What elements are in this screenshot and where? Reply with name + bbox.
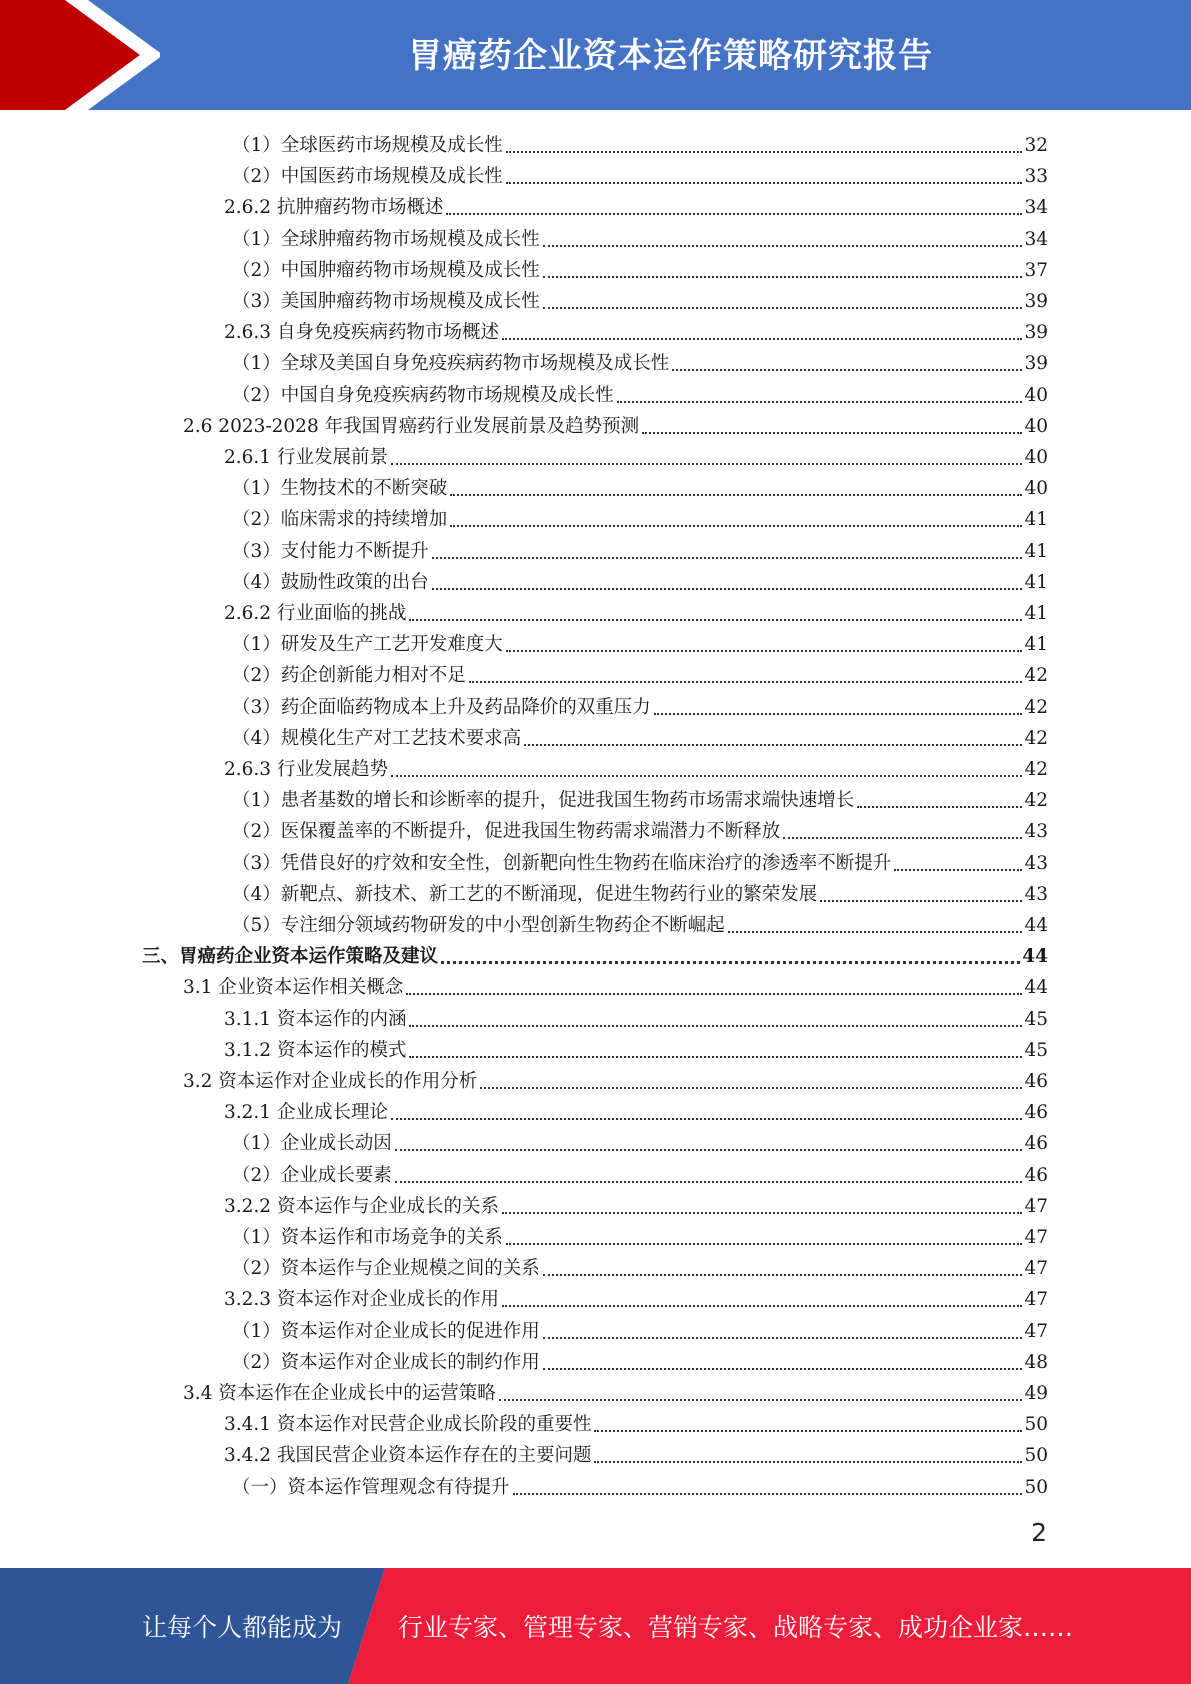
toc-entry-page: 46 bbox=[1024, 1071, 1048, 1092]
toc-entry-label: （3）支付能力不断提升 bbox=[232, 540, 429, 562]
footer-slogan-right: 行业专家、管理专家、营销专家、战略专家、成功企业家…… bbox=[398, 1613, 1074, 1642]
toc-entry-label: （1）资本运作和市场竞争的关系 bbox=[232, 1227, 503, 1248]
toc-dot-leader bbox=[395, 1181, 1023, 1183]
toc-entry[interactable] bbox=[224, 752, 1048, 783]
toc-entry-page: 42 bbox=[1024, 727, 1048, 749]
toc-entry[interactable] bbox=[224, 315, 1048, 346]
page-footer bbox=[0, 1568, 1191, 1684]
toc-entry-page: 41 bbox=[1024, 509, 1048, 531]
toc-entry-label: （5）专注细分领域药物研发的中小型创新生物药企不断崛起 bbox=[232, 915, 725, 936]
toc-entry-label: （1）全球肿瘤药物市场规模及成长性 bbox=[232, 228, 540, 250]
toc-dot-leader bbox=[432, 588, 1023, 590]
toc-entry[interactable] bbox=[232, 159, 1048, 190]
toc-entry-page: 33 bbox=[1024, 166, 1048, 188]
toc-dot-leader bbox=[450, 494, 1022, 496]
toc-entry[interactable] bbox=[232, 346, 1048, 377]
toc-entry[interactable] bbox=[232, 690, 1048, 721]
toc-dot-leader bbox=[499, 1399, 1023, 1401]
toc-entry-page: 43 bbox=[1024, 852, 1048, 874]
toc-dot-leader bbox=[441, 961, 1020, 964]
toc-entry[interactable] bbox=[232, 128, 1048, 159]
toc-entry-page: 43 bbox=[1024, 883, 1048, 905]
toc-entry[interactable] bbox=[183, 1064, 1048, 1095]
toc-dot-leader bbox=[395, 1149, 1023, 1151]
toc-entry-page: 44 bbox=[1024, 915, 1048, 936]
toc-entry[interactable] bbox=[224, 1033, 1048, 1064]
toc-entry[interactable] bbox=[232, 378, 1048, 409]
toc-dot-leader bbox=[506, 1243, 1023, 1245]
toc-entry-page: 47 bbox=[1024, 1258, 1048, 1280]
toc-entry-page: 43 bbox=[1024, 821, 1048, 843]
toc-entry[interactable] bbox=[232, 534, 1048, 565]
toc-dot-leader bbox=[543, 276, 1023, 278]
toc-entry-page: 46 bbox=[1024, 1164, 1048, 1186]
toc-entry[interactable] bbox=[224, 190, 1048, 221]
toc-entry-label: 3.1.1 资本运作的内涵 bbox=[224, 1008, 407, 1030]
toc-entry-page: 42 bbox=[1024, 790, 1048, 812]
toc-entry[interactable] bbox=[142, 939, 1048, 970]
toc-entry-page: 41 bbox=[1024, 540, 1048, 562]
toc-entry-label: 3.2.3 资本运作对企业成长的作用 bbox=[224, 1289, 499, 1311]
toc-entry-page: 48 bbox=[1024, 1351, 1048, 1373]
toc-entry-page: 47 bbox=[1024, 1227, 1048, 1248]
toc-entry-label: （2）资本运作与企业规模之间的关系 bbox=[232, 1258, 540, 1280]
toc-dot-leader bbox=[617, 401, 1023, 403]
toc-dot-leader bbox=[654, 713, 1023, 715]
toc-entry-page: 40 bbox=[1024, 478, 1048, 500]
toc-dot-leader bbox=[409, 1056, 1022, 1058]
toc-entry[interactable] bbox=[224, 440, 1048, 471]
toc-entry-page: 39 bbox=[1024, 291, 1048, 312]
toc-entry[interactable] bbox=[232, 1158, 1048, 1189]
toc-entry[interactable] bbox=[232, 908, 1048, 939]
toc-entry[interactable] bbox=[232, 284, 1048, 315]
toc-entry[interactable] bbox=[232, 253, 1048, 284]
toc-entry-label: 3.2 资本运作对企业成长的作用分析 bbox=[183, 1071, 478, 1092]
toc-entry[interactable] bbox=[232, 471, 1048, 502]
toc-entry[interactable] bbox=[232, 658, 1048, 689]
toc-dot-leader bbox=[409, 619, 1022, 621]
toc-entry-page: 42 bbox=[1024, 759, 1048, 780]
toc-entry-label: （2）企业成长要素 bbox=[232, 1164, 392, 1186]
toc-dot-leader bbox=[502, 1212, 1022, 1214]
toc-dot-leader bbox=[391, 775, 1022, 777]
toc-entry-page: 34 bbox=[1024, 228, 1048, 250]
toc-entry-label: 2.6.2 行业面临的挑战 bbox=[224, 603, 407, 624]
toc-entry[interactable] bbox=[224, 1189, 1048, 1220]
toc-entry-page: 47 bbox=[1024, 1195, 1048, 1217]
toc-dot-leader bbox=[391, 1118, 1022, 1120]
toc-entry-label: （2）资本运作对企业成长的制约作用 bbox=[232, 1351, 540, 1373]
toc-dot-leader bbox=[728, 931, 1023, 933]
toc-entry[interactable] bbox=[232, 783, 1048, 814]
toc-entry-page: 40 bbox=[1024, 447, 1048, 468]
toc-dot-leader bbox=[543, 1337, 1023, 1339]
toc-entry[interactable] bbox=[224, 1407, 1048, 1438]
toc-dot-leader bbox=[480, 1087, 1022, 1089]
header-title: 胃癌药企业资本运作策略研究报告 bbox=[408, 36, 933, 76]
toc-entry-label: 2.6 2023-2028 年我国胃癌药行业发展前景及趋势预测 bbox=[183, 415, 640, 437]
toc-dot-leader bbox=[594, 1461, 1022, 1463]
toc-entry[interactable] bbox=[224, 1095, 1048, 1126]
toc-dot-leader bbox=[432, 557, 1023, 559]
toc-entry-label: （1）资本运作对企业成长的促进作用 bbox=[232, 1320, 540, 1342]
toc-entry[interactable] bbox=[232, 721, 1048, 752]
toc-entry-label: 3.2.2 资本运作与企业成长的关系 bbox=[224, 1195, 499, 1217]
toc-entry-label: 3.4.2 我国民营企业资本运作存在的主要问题 bbox=[224, 1445, 592, 1467]
toc-entry-label: 3.4.1 资本运作对民营企业成长阶段的重要性 bbox=[224, 1414, 592, 1436]
toc-entry-label: （2）医保覆盖率的不断提升，促进我国生物药需求端潜力不断释放 bbox=[232, 821, 781, 843]
toc-entry-label: （1）患者基数的增长和诊断率的提升，促进我国生物药市场需求端快速增长 bbox=[232, 790, 855, 812]
toc-entry-page: 44 bbox=[1024, 977, 1048, 999]
toc-entry[interactable] bbox=[232, 1251, 1048, 1282]
toc-dot-leader bbox=[543, 307, 1023, 309]
toc-entry-label: （4）规模化生产对工艺技术要求高 bbox=[232, 727, 522, 749]
toc-entry-page: 46 bbox=[1024, 1133, 1048, 1155]
page-number: 2 bbox=[1031, 1518, 1047, 1547]
toc-dot-leader bbox=[894, 869, 1022, 871]
toc-entry[interactable] bbox=[232, 1470, 1048, 1501]
toc-entry[interactable] bbox=[232, 1126, 1048, 1157]
toc-dot-leader bbox=[446, 213, 1022, 215]
toc-entry-page: 40 bbox=[1024, 384, 1048, 406]
toc-entry-page: 46 bbox=[1024, 1102, 1048, 1124]
toc-entry-label: 2.6.3 行业发展趋势 bbox=[224, 759, 388, 780]
toc-entry-label: （3）美国肿瘤药物市场规模及成长性 bbox=[232, 291, 540, 312]
toc-entry[interactable] bbox=[232, 877, 1048, 908]
toc-entry-page: 50 bbox=[1024, 1476, 1048, 1498]
toc-dot-leader bbox=[783, 837, 1022, 839]
toc-dot-leader bbox=[406, 993, 1022, 995]
toc-dot-leader bbox=[506, 182, 1023, 184]
toc-entry-page: 32 bbox=[1024, 135, 1048, 156]
toc-entry[interactable] bbox=[232, 846, 1048, 877]
toc-dot-leader bbox=[857, 806, 1022, 808]
toc-entry-page: 45 bbox=[1024, 1039, 1048, 1061]
toc-entry[interactable] bbox=[232, 627, 1048, 658]
toc-entry-label: （2）药企创新能力相对不足 bbox=[232, 665, 466, 687]
toc-dot-leader bbox=[513, 1493, 1023, 1495]
toc-dot-leader bbox=[469, 681, 1023, 683]
toc-entry-page: 47 bbox=[1024, 1289, 1048, 1311]
toc-entry-page: 41 bbox=[1024, 571, 1048, 593]
toc-entry-label: （3）凭借良好的疗效和安全性，创新靶向性生物药在临床治疗的渗透率不断提升 bbox=[232, 852, 892, 874]
toc-entry[interactable] bbox=[232, 1314, 1048, 1345]
toc-entry-page: 40 bbox=[1024, 415, 1048, 437]
toc-entry-page: 47 bbox=[1024, 1320, 1048, 1342]
toc-entry-page: 42 bbox=[1024, 696, 1048, 718]
toc-entry-page: 45 bbox=[1024, 1008, 1048, 1030]
toc-entry[interactable] bbox=[232, 1345, 1048, 1376]
toc-entry[interactable] bbox=[183, 1376, 1048, 1407]
toc-entry-label: 三、胃癌药企业资本运作策略及建议 bbox=[142, 946, 439, 968]
toc-entry-label: （1）企业成长动因 bbox=[232, 1133, 392, 1155]
toc-entry-label: 3.1.2 资本运作的模式 bbox=[224, 1039, 407, 1061]
toc-entry-label: （2）中国自身免疫疾病药物市场规模及成长性 bbox=[232, 384, 614, 406]
toc-entry-label: 3.4 资本运作在企业成长中的运营策略 bbox=[183, 1383, 496, 1404]
toc-entry-page: 37 bbox=[1024, 259, 1048, 281]
toc-entry-label: （4）鼓励性政策的出台 bbox=[232, 571, 429, 593]
toc-entry-page: 50 bbox=[1024, 1445, 1048, 1467]
toc-entry-label: （2）中国肿瘤药物市场规模及成长性 bbox=[232, 259, 540, 281]
toc-dot-leader bbox=[543, 245, 1023, 247]
toc-entry-label: 2.6.2 抗肿瘤药物市场概述 bbox=[224, 197, 444, 219]
toc-entry[interactable] bbox=[232, 222, 1048, 253]
toc-entry-page: 39 bbox=[1024, 353, 1048, 375]
toc-entry[interactable] bbox=[232, 502, 1048, 533]
toc-entry-page: 41 bbox=[1024, 603, 1048, 624]
toc-dot-leader bbox=[594, 1430, 1022, 1432]
toc-entry[interactable] bbox=[232, 565, 1048, 596]
toc-dot-leader bbox=[543, 1274, 1023, 1276]
toc-entry[interactable] bbox=[232, 1220, 1048, 1251]
toc-entry-label: （1）研发及生产工艺开发难度大 bbox=[232, 634, 503, 656]
toc-dot-leader bbox=[642, 432, 1022, 434]
toc-entry-label: 3.1 企业资本运作相关概念 bbox=[183, 977, 404, 999]
toc-entry[interactable] bbox=[183, 970, 1048, 1001]
toc-entry-label: （1）全球医药市场规模及成长性 bbox=[232, 135, 503, 156]
toc-entry-page: 49 bbox=[1024, 1383, 1048, 1404]
toc-entry-label: （1）全球及美国自身免疫疾病药物市场规模及成长性 bbox=[232, 353, 670, 375]
toc-entry-label: （2）临床需求的持续增加 bbox=[232, 509, 448, 531]
toc-dot-leader bbox=[502, 338, 1022, 340]
toc-entry[interactable] bbox=[183, 409, 1048, 440]
toc-dot-leader bbox=[391, 463, 1022, 465]
toc-entry-label: 2.6.1 行业发展前景 bbox=[224, 447, 388, 468]
toc-dot-leader bbox=[506, 151, 1023, 153]
toc-entry[interactable] bbox=[224, 1002, 1048, 1033]
toc-dot-leader bbox=[450, 525, 1022, 527]
toc-entry-page: 42 bbox=[1024, 665, 1048, 687]
toc-entry-page: 41 bbox=[1024, 634, 1048, 656]
toc-entry-label: （4）新靶点、新技术、新工艺的不断涌现，促进生物药行业的繁荣发展 bbox=[232, 883, 818, 905]
toc-entry-page: 34 bbox=[1024, 197, 1048, 219]
toc-dot-leader bbox=[672, 369, 1022, 371]
toc-dot-leader bbox=[502, 1305, 1022, 1307]
footer-slogan-left: 让每个人都能成为 bbox=[142, 1613, 343, 1642]
toc-dot-leader bbox=[409, 1025, 1022, 1027]
toc-entry-label: 3.2.1 企业成长理论 bbox=[224, 1102, 388, 1124]
toc-entry-page: 44 bbox=[1022, 946, 1048, 968]
toc-entry-label: （3）药企面临药物成本上升及药品降价的双重压力 bbox=[232, 696, 651, 718]
toc-dot-leader bbox=[506, 650, 1023, 652]
toc-entry-label: （2）中国医药市场规模及成长性 bbox=[232, 166, 503, 188]
page-header bbox=[0, 0, 1191, 110]
toc-dot-leader bbox=[543, 1368, 1023, 1370]
toc-entry-page: 50 bbox=[1024, 1414, 1048, 1436]
toc-entry[interactable] bbox=[232, 814, 1048, 845]
toc-entry-label: 2.6.3 自身免疫疾病药物市场概述 bbox=[224, 322, 499, 344]
toc-dot-leader bbox=[820, 900, 1022, 902]
toc-entry[interactable] bbox=[224, 1438, 1048, 1469]
toc-entry[interactable] bbox=[224, 1282, 1048, 1313]
toc-entry-label: （1）生物技术的不断突破 bbox=[232, 478, 448, 500]
toc-entry-label: （一）资本运作管理观念有待提升 bbox=[232, 1476, 510, 1498]
toc-entry[interactable] bbox=[224, 596, 1048, 627]
toc-entry-page: 39 bbox=[1024, 322, 1048, 344]
toc-dot-leader bbox=[524, 744, 1022, 746]
